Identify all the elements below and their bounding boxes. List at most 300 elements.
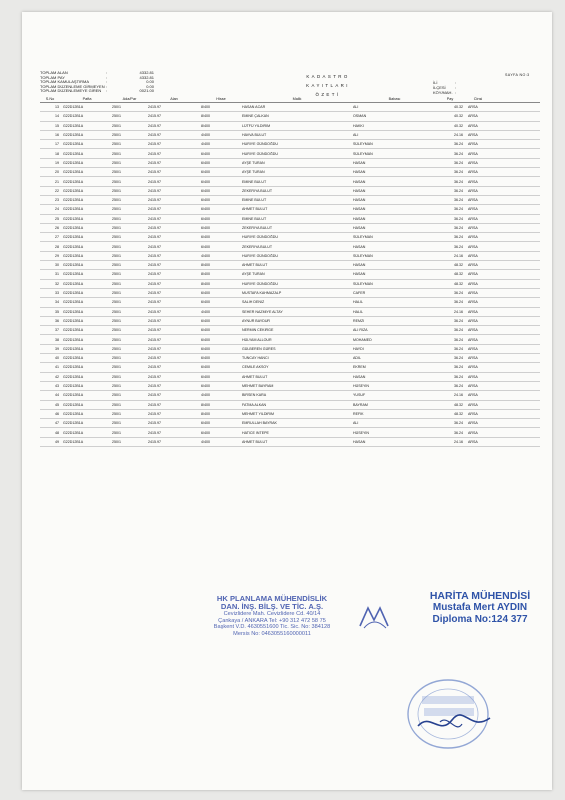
table-cell: 36.24 (454, 216, 463, 221)
table-cell: 36.24 (454, 300, 463, 305)
table-row (40, 345, 540, 354)
table-cell: G22D12B1A (63, 207, 84, 212)
table-cell: 250/1 (112, 300, 121, 305)
table-cell: 6/400 (201, 365, 210, 370)
table-cell: 2415.97 (148, 263, 161, 268)
table-cell: ARSA (468, 151, 478, 156)
table-cell: G22D12B1A (63, 216, 84, 221)
table-cell: EMİNE BULUT (242, 179, 267, 184)
total-value: 0021.00 (139, 88, 154, 94)
table-cell: EKREM (353, 365, 366, 370)
table-cell: 6/400 (201, 207, 210, 212)
table-cell: 36.24 (454, 160, 463, 165)
table-cell: 4/400 (201, 142, 210, 147)
table-cell: G22D12B1A (63, 300, 84, 305)
table-cell: 250/1 (112, 263, 121, 268)
table-cell: 44 (55, 393, 59, 398)
table-cell: OSMAN (353, 114, 367, 119)
table-cell: 250/1 (112, 123, 121, 128)
table-cell: 2415.97 (148, 365, 161, 370)
table-cell: 48.32 (454, 411, 463, 416)
title-line: KAYITLARI (306, 83, 350, 88)
engineer-diploma: Diploma No:124 377 (432, 614, 528, 625)
table-cell: 36.24 (454, 244, 463, 249)
table-cell: 2415.97 (148, 160, 161, 165)
table-cell: AHMET BULUT (242, 207, 268, 212)
table-cell: G22D12B1A (63, 356, 84, 361)
table-cell: 16 (55, 133, 59, 138)
table-cell: G22D12B1A (63, 328, 84, 333)
table-row (40, 419, 540, 428)
table-cell: 250/1 (112, 309, 121, 314)
field-label: İLÇESİ (433, 85, 446, 90)
table-cell: ARSA (468, 198, 478, 203)
table-cell: G22D12B1A (63, 430, 84, 435)
table-cell: 2415.97 (148, 188, 161, 193)
table-cell: ARSA (468, 179, 478, 184)
table-cell: 6/400 (201, 226, 210, 230)
table-cell: 250/1 (112, 421, 121, 426)
table-cell: 36.24 (454, 179, 463, 184)
table-cell: HÜLYAM ALLOUR (242, 337, 272, 342)
table-cell: 2415.97 (148, 318, 161, 323)
table-cell: MUSTAFA KAHMAZALP (242, 291, 282, 296)
table-cell: 37 (55, 328, 59, 333)
table-cell: 8/400 (201, 272, 210, 277)
table-cell: 2415.97 (148, 253, 161, 258)
table-cell: HURİYE GÜNDOĞDU (242, 151, 278, 156)
table-cell: HASAN (353, 272, 366, 277)
table-cell: 36.24 (454, 384, 463, 389)
table-cell: G22D12B1A (63, 235, 84, 240)
table-cell: 13 (55, 105, 59, 110)
table-cell: ARSA (468, 105, 478, 110)
table-cell: G22D12B1A (63, 281, 84, 286)
table-cell: ARSA (468, 421, 478, 426)
table-cell: 6/400 (201, 244, 210, 249)
column-header: Alan (170, 97, 178, 101)
table-cell: HALİL (353, 309, 363, 314)
table-cell: HURİYE GÜNDOĞDU (242, 142, 278, 147)
table-cell: ARSA (468, 281, 478, 286)
table-cell: ARSA (468, 263, 478, 268)
table-cell: HASAN (353, 374, 366, 379)
table-cell: 2415.97 (148, 207, 161, 212)
page-number: SAYFA NO:3 (505, 73, 530, 77)
table-cell: ARSA (468, 430, 478, 435)
table-cell: G22D12B1A (63, 244, 84, 249)
table-cell: G22D12B1A (63, 337, 84, 342)
table-cell: 48.32 (454, 272, 463, 277)
table-cell: ARSA (468, 337, 478, 342)
location-field: İLİ : (433, 80, 457, 85)
table-cell: 6/400 (201, 328, 210, 333)
table-cell: 42 (55, 374, 59, 379)
table-cell: 2415.97 (148, 300, 161, 305)
table-cell: 48.32 (454, 281, 463, 286)
table-cell: ARSA (468, 188, 478, 193)
table-row (40, 112, 540, 121)
table-row (40, 382, 540, 391)
table-cell: ARSA (468, 226, 478, 230)
table-cell: 2415.97 (148, 226, 161, 230)
table-row (40, 187, 540, 196)
table-cell: HASAN (353, 198, 366, 203)
table-cell: 250/1 (112, 226, 121, 230)
table-cell: 250/1 (112, 439, 121, 444)
table-cell: GÜLBEREN GÜRES (242, 346, 276, 351)
table-cell: 250/1 (112, 328, 121, 333)
table-cell: HÜSEYİN (353, 430, 369, 435)
table-cell: 2415.97 (148, 179, 161, 184)
table-cell: 43 (55, 384, 59, 389)
table-cell: 250/1 (112, 346, 121, 351)
table-cell: G22D12B1A (63, 170, 84, 175)
table-cell: 250/1 (112, 253, 121, 258)
report-title (268, 72, 388, 99)
table-cell: 2415.97 (148, 133, 161, 138)
table-cell: 2415.97 (148, 281, 161, 286)
table-cell: 6/400 (201, 421, 210, 426)
table-row (40, 438, 540, 447)
table-cell: CEMİLE AKSOY (242, 365, 269, 370)
table-cell: HASAN (353, 263, 366, 268)
table-cell: AHMET BULUT (242, 263, 268, 268)
table-cell: 40.32 (454, 123, 463, 128)
table-cell: 36.24 (454, 421, 463, 426)
table-row (40, 261, 540, 270)
table-cell: G22D12B1A (63, 411, 84, 416)
table-cell: 6/400 (201, 346, 210, 351)
table-cell: ARSA (468, 170, 478, 175)
table-cell: 6/400 (201, 337, 210, 342)
column-header: Malik (292, 97, 302, 101)
table-cell: G22D12B1A (63, 226, 84, 230)
table-row (40, 224, 540, 233)
table-cell: 2415.97 (148, 170, 161, 175)
table-cell: 36.24 (454, 365, 463, 370)
table-cell: 19 (55, 160, 59, 165)
table-cell: 6/400 (201, 300, 210, 305)
table-cell: 250/1 (112, 374, 121, 379)
column-header: Ada/Par (122, 97, 137, 101)
table-row (40, 215, 540, 224)
table-cell: HASAN (353, 439, 366, 444)
table-cell: 26 (55, 226, 59, 230)
total-value: 4332.81 (139, 70, 154, 75)
table-cell: HURİYE GÜNDOĞDU (242, 253, 278, 258)
table-cell: 6/400 (201, 235, 210, 240)
total-label: TOPLAM DÜZENLEME GİRMEYEN (40, 83, 105, 89)
table-cell: NERMİN CEKİRGE (242, 328, 274, 333)
column-header: Pafta (82, 97, 92, 101)
table-row (40, 317, 540, 326)
table-cell: AHMET BULUT (242, 439, 268, 444)
table-cell: G22D12B1A (63, 374, 84, 379)
table-cell: 2415.97 (148, 328, 161, 333)
table-cell: 39 (55, 346, 59, 351)
table-cell: ZEKERİYA BULUT (242, 188, 273, 193)
table-cell: HAVVA BULUT (242, 133, 267, 138)
table-cell: AYNUR BAYDUR (242, 318, 271, 323)
table-cell: 36.24 (454, 328, 463, 333)
table-cell: 48.32 (454, 263, 463, 268)
document-page (22, 12, 552, 790)
table-cell: ARSA (468, 346, 478, 351)
table-cell: HASAN (353, 226, 366, 230)
table-cell: ZEKERİYA BULUT (242, 244, 273, 249)
table-cell: HASAN ACAR (242, 105, 266, 110)
table-cell: 250/1 (112, 160, 121, 165)
table-cell: ALİ (353, 105, 359, 110)
table-cell: 6/400 (201, 151, 210, 156)
table-cell: EMİNE BULUT (242, 216, 267, 221)
table-cell: 2415.97 (148, 384, 161, 389)
table-cell: HURİYE GÜNDOĞDU (242, 235, 278, 240)
table-cell: 6/400 (201, 318, 210, 323)
table-cell: SÜLEYMAN (353, 142, 373, 147)
table-cell: 8/400 (201, 114, 210, 119)
table-cell: 4/400 (201, 393, 210, 398)
table-cell: SÜLEYMAN (353, 253, 373, 258)
table-cell: HASAN (353, 244, 366, 249)
table-row (40, 205, 540, 214)
table-cell: MEHMET YILDIRIM (242, 411, 275, 416)
table-cell: SÜLEYMAN (353, 281, 373, 286)
table-cell: ARSA (468, 142, 478, 147)
table-cell: HALİL (353, 300, 363, 305)
table-row (40, 168, 540, 177)
table-cell: G22D12B1A (63, 272, 84, 277)
table-cell: EMİNE BULUT (242, 198, 267, 203)
table-cell: G22D12B1A (63, 393, 84, 398)
total-label: TOPLAM PAY (40, 74, 65, 80)
table-cell: 250/1 (112, 198, 121, 203)
table-row (40, 326, 540, 335)
table-cell: 24.16 (454, 393, 463, 398)
table-cell: REMZİ (353, 318, 365, 323)
company-type: DAN. İNŞ. BİLŞ. VE TİC. A.Ş. (220, 602, 324, 611)
table-cell: 22 (55, 188, 59, 193)
table-cell: 250/1 (112, 281, 121, 286)
table-cell: 31 (55, 272, 59, 277)
table-cell: G22D12B1A (63, 263, 84, 268)
table-cell: 2415.97 (148, 272, 161, 277)
company-name: HK PLANLAMA MÜHENDİSLİK (216, 594, 328, 603)
table-row (40, 196, 540, 205)
table-cell: 27 (55, 235, 59, 240)
table-cell: 24.16 (454, 309, 463, 314)
table-cell: 250/1 (112, 133, 121, 138)
table-cell: 40 (55, 356, 59, 361)
total-value: 4332.81 (139, 74, 154, 80)
table-cell: 36.24 (454, 374, 463, 379)
table-cell: HASAN (353, 160, 366, 165)
table-cell: 4/400 (201, 253, 210, 258)
table-cell: G22D12B1A (63, 318, 84, 323)
table-cell: 4/400 (201, 439, 210, 444)
table-row (40, 308, 540, 317)
table-cell: ARSA (468, 253, 478, 258)
table-cell: 250/1 (112, 179, 121, 184)
table-cell: 250/1 (112, 337, 121, 342)
engineer-stamp (405, 590, 555, 626)
table-cell: 36.24 (454, 356, 463, 361)
totals-block (40, 70, 180, 93)
column-header: Hisse (216, 97, 226, 101)
table-cell: 36.24 (454, 198, 463, 203)
table-cell: G22D12B1A (63, 253, 84, 258)
location-field: KÖY/MAH. : (433, 90, 457, 95)
table-cell: G22D12B1A (63, 291, 84, 296)
total-label: TOPLAM DÜZENLEMEYE GİREN (40, 88, 102, 93)
table-cell: 6/400 (201, 216, 210, 221)
table-cell: 6/400 (201, 179, 210, 184)
table-cell: 24 (55, 207, 59, 212)
table-cell: AYŞE TURAN (242, 160, 265, 165)
table-cell: 2415.97 (148, 393, 161, 398)
table-cell: 36.24 (454, 430, 463, 435)
table-row (40, 103, 540, 112)
table-cell: 250/1 (112, 430, 121, 435)
column-header: Babası (388, 97, 401, 101)
table-cell: 40.32 (454, 114, 463, 119)
table-cell: ARSA (468, 328, 478, 333)
table-cell: ARSA (468, 300, 478, 305)
table-cell: 250/1 (112, 318, 121, 323)
table-cell: 4/400 (201, 309, 210, 314)
table-cell: 8/400 (201, 402, 210, 407)
table-cell: SÜLEYMAN (353, 235, 373, 240)
table-cell: 36 (55, 318, 59, 323)
table-row (40, 410, 540, 419)
table-cell: G22D12B1A (63, 365, 84, 370)
table-cell: 2415.97 (148, 151, 161, 156)
table-row (40, 159, 540, 168)
table-cell: G22D12B1A (63, 439, 84, 444)
table-cell: 36.24 (454, 207, 463, 212)
table-cell: 250/1 (112, 393, 121, 398)
table-cell: ARSA (468, 384, 478, 389)
title-line: KADASTRO (306, 74, 350, 79)
table-row (40, 149, 540, 158)
table-cell: 8/400 (201, 281, 210, 286)
table-cell: ARSA (468, 393, 478, 398)
table-row (40, 289, 540, 298)
table-row (40, 373, 540, 382)
table-cell: 250/1 (112, 170, 121, 175)
table-cell: ARSA (468, 356, 478, 361)
table-cell: TUNCAY HANCI (242, 356, 269, 361)
title-line: ÖZETİ (315, 92, 341, 97)
table-cell: G22D12B1A (63, 346, 84, 351)
table-cell: 250/1 (112, 114, 121, 119)
table-cell: ARSA (468, 402, 478, 407)
company-mersis: Mersis No: 0463055160000011 (233, 630, 311, 637)
table-cell: 2415.97 (148, 244, 161, 249)
field-label: İLİ (433, 80, 438, 85)
table-cell: 36.24 (454, 291, 463, 296)
table-row (40, 335, 540, 344)
table-cell: 30 (55, 263, 59, 268)
table-row (40, 242, 540, 251)
table-cell: 6/400 (201, 188, 210, 193)
table-cell: HÜSEYİN (353, 384, 369, 389)
table-cell: 250/1 (112, 207, 121, 212)
table-cell: G22D12B1A (63, 142, 84, 147)
table-cell: 2415.97 (148, 309, 161, 314)
table-cell: ARSA (468, 160, 478, 165)
table-cell: ALİ RIZA (353, 328, 368, 333)
table-cell: 2415.97 (148, 123, 161, 128)
table-cell: 250/1 (112, 235, 121, 240)
total-row: TOPLAM KAMULAŞTIRMA : 0.00 (40, 79, 154, 85)
table-cell: 2415.97 (148, 421, 161, 426)
table-cell: AYŞE TURAN (242, 170, 265, 175)
table-cell: G22D12B1A (63, 309, 84, 314)
table-cell: 6/400 (201, 430, 210, 435)
table-cell: 8/400 (201, 263, 210, 268)
table-cell: 18 (55, 151, 59, 156)
table-cell: ARSA (468, 439, 478, 444)
table-cell: 2415.97 (148, 439, 161, 444)
table-cell: 250/1 (112, 365, 121, 370)
table-cell: 14 (55, 114, 59, 119)
company-address: Cevizlidere Mah. Cevizlidere Cd. 40/14 (223, 611, 321, 617)
table-cell: 2415.97 (148, 105, 161, 110)
company-stamp (192, 595, 352, 637)
table-cell: G22D12B1A (63, 188, 84, 193)
table-cell: ARSA (468, 365, 478, 370)
round-seal-stamp (400, 674, 500, 750)
table-cell: 2415.97 (148, 235, 161, 240)
table-cell: G22D12B1A (63, 123, 84, 128)
table-cell: 45 (55, 402, 59, 407)
engineer-title: HARİTA MÜHENDİSİ (429, 590, 531, 602)
table-cell: 250/1 (112, 244, 121, 249)
table-cell: 36.24 (454, 235, 463, 240)
table-cell: 2415.97 (148, 198, 161, 203)
table-cell: ARSA (468, 318, 478, 323)
total-label: TOPLAM KAMULAŞTIRMA (40, 79, 90, 84)
table-cell: 29 (55, 253, 59, 258)
table-cell: LÜTFÜ YILDIRIM (242, 123, 271, 128)
table-cell: 2415.97 (148, 356, 161, 361)
table-cell: 41 (55, 365, 59, 370)
table-cell: YUSUF (353, 393, 366, 398)
table-cell: 6/400 (201, 170, 210, 175)
table-cell: AYŞE TURAN (242, 272, 265, 277)
table-cell: 250/1 (112, 216, 121, 221)
table-cell: 8/400 (201, 123, 210, 128)
table-cell: 49 (55, 439, 59, 444)
table-row (40, 298, 540, 307)
table-cell: G22D12B1A (63, 105, 84, 110)
table-body (40, 103, 540, 447)
total-row: TOPLAM ALAN : 4332.81 (40, 70, 154, 75)
table-cell: FATMA ALKAN (242, 402, 267, 407)
table-row (40, 428, 540, 437)
table-cell: ZEKERİYA BULUT (242, 226, 273, 230)
table-cell: MOHAMED (353, 337, 372, 342)
table-row (40, 270, 540, 279)
table-cell: 6/400 (201, 356, 210, 361)
location-field: İLÇESİ : (433, 85, 457, 90)
column-header: S.No (45, 97, 55, 101)
table-cell: 23 (55, 198, 59, 203)
table-cell: 15 (55, 123, 59, 128)
table-row (40, 252, 540, 261)
